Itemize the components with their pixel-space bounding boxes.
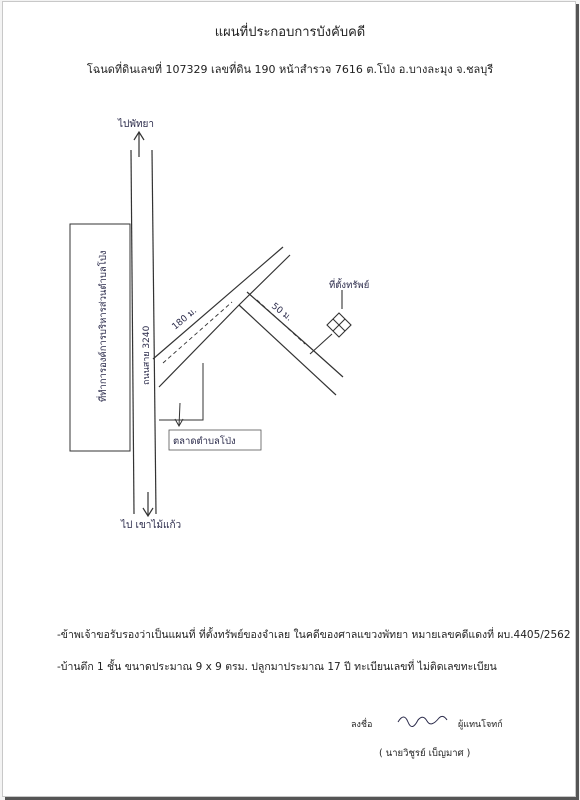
handwritten-signature	[395, 710, 455, 728]
property-marker-icon	[310, 290, 351, 354]
distance-line-180	[163, 302, 232, 363]
north-direction-label: ไปพัทยา	[118, 119, 155, 130]
property-label: ที่ตั้งทรัพย์	[329, 280, 370, 291]
signature-label: ลงชื่อ	[351, 720, 373, 730]
main-road-label: ถนนสาย 3240	[142, 325, 152, 385]
distance-180-label: 180 ม.	[170, 306, 200, 333]
house-note: -บ้านตึก 1 ชั้น ขนาดประมาณ 9 x 9 ตรม. ปลูกมาประมาณ 17 ปี ทะเบียนเลขที่ ไม่ติดเลขทะเบียน	[57, 661, 497, 673]
certification-note: -ข้าพเจ้าขอรับรองว่าเป็นแผนที่ ที่ตั้งทรัพย์ของจำเลย ในคดีของศาลแขวงพัทยา หมายเลขคดีแดงที่ ผบ.4405/2562	[57, 629, 571, 641]
signer-title: ผู้แทนโจทก์	[458, 720, 503, 730]
south-direction-label: ไป เขาไม้แก้ว	[121, 520, 182, 531]
signer-name: ( นายวิชูรย์ เบ็ญมาศ )	[379, 748, 471, 759]
document-page	[2, 1, 576, 797]
location-map	[3, 2, 577, 602]
district-label: ตลาดตำบลโป่ง	[173, 436, 236, 447]
pointer-arrow-icon	[175, 403, 183, 426]
left-building-label: ที่ทำการองค์การบริหารส่วนตำบลโป่ง	[98, 250, 109, 402]
document-title: แผนที่ประกอบการบังคับคดี	[214, 25, 366, 40]
deed-info: โฉนดที่ดินเลขที่ 107329 เลขที่ดิน 190 หน้าสำรวจ 7616 ต.โป่ง อ.บางละมุง จ.ชลบุรี	[86, 63, 494, 76]
south-arrow-icon	[143, 492, 153, 516]
north-arrow-icon	[134, 132, 144, 157]
district-block	[159, 363, 203, 420]
distance-50-label: 50 ม.	[269, 301, 294, 324]
